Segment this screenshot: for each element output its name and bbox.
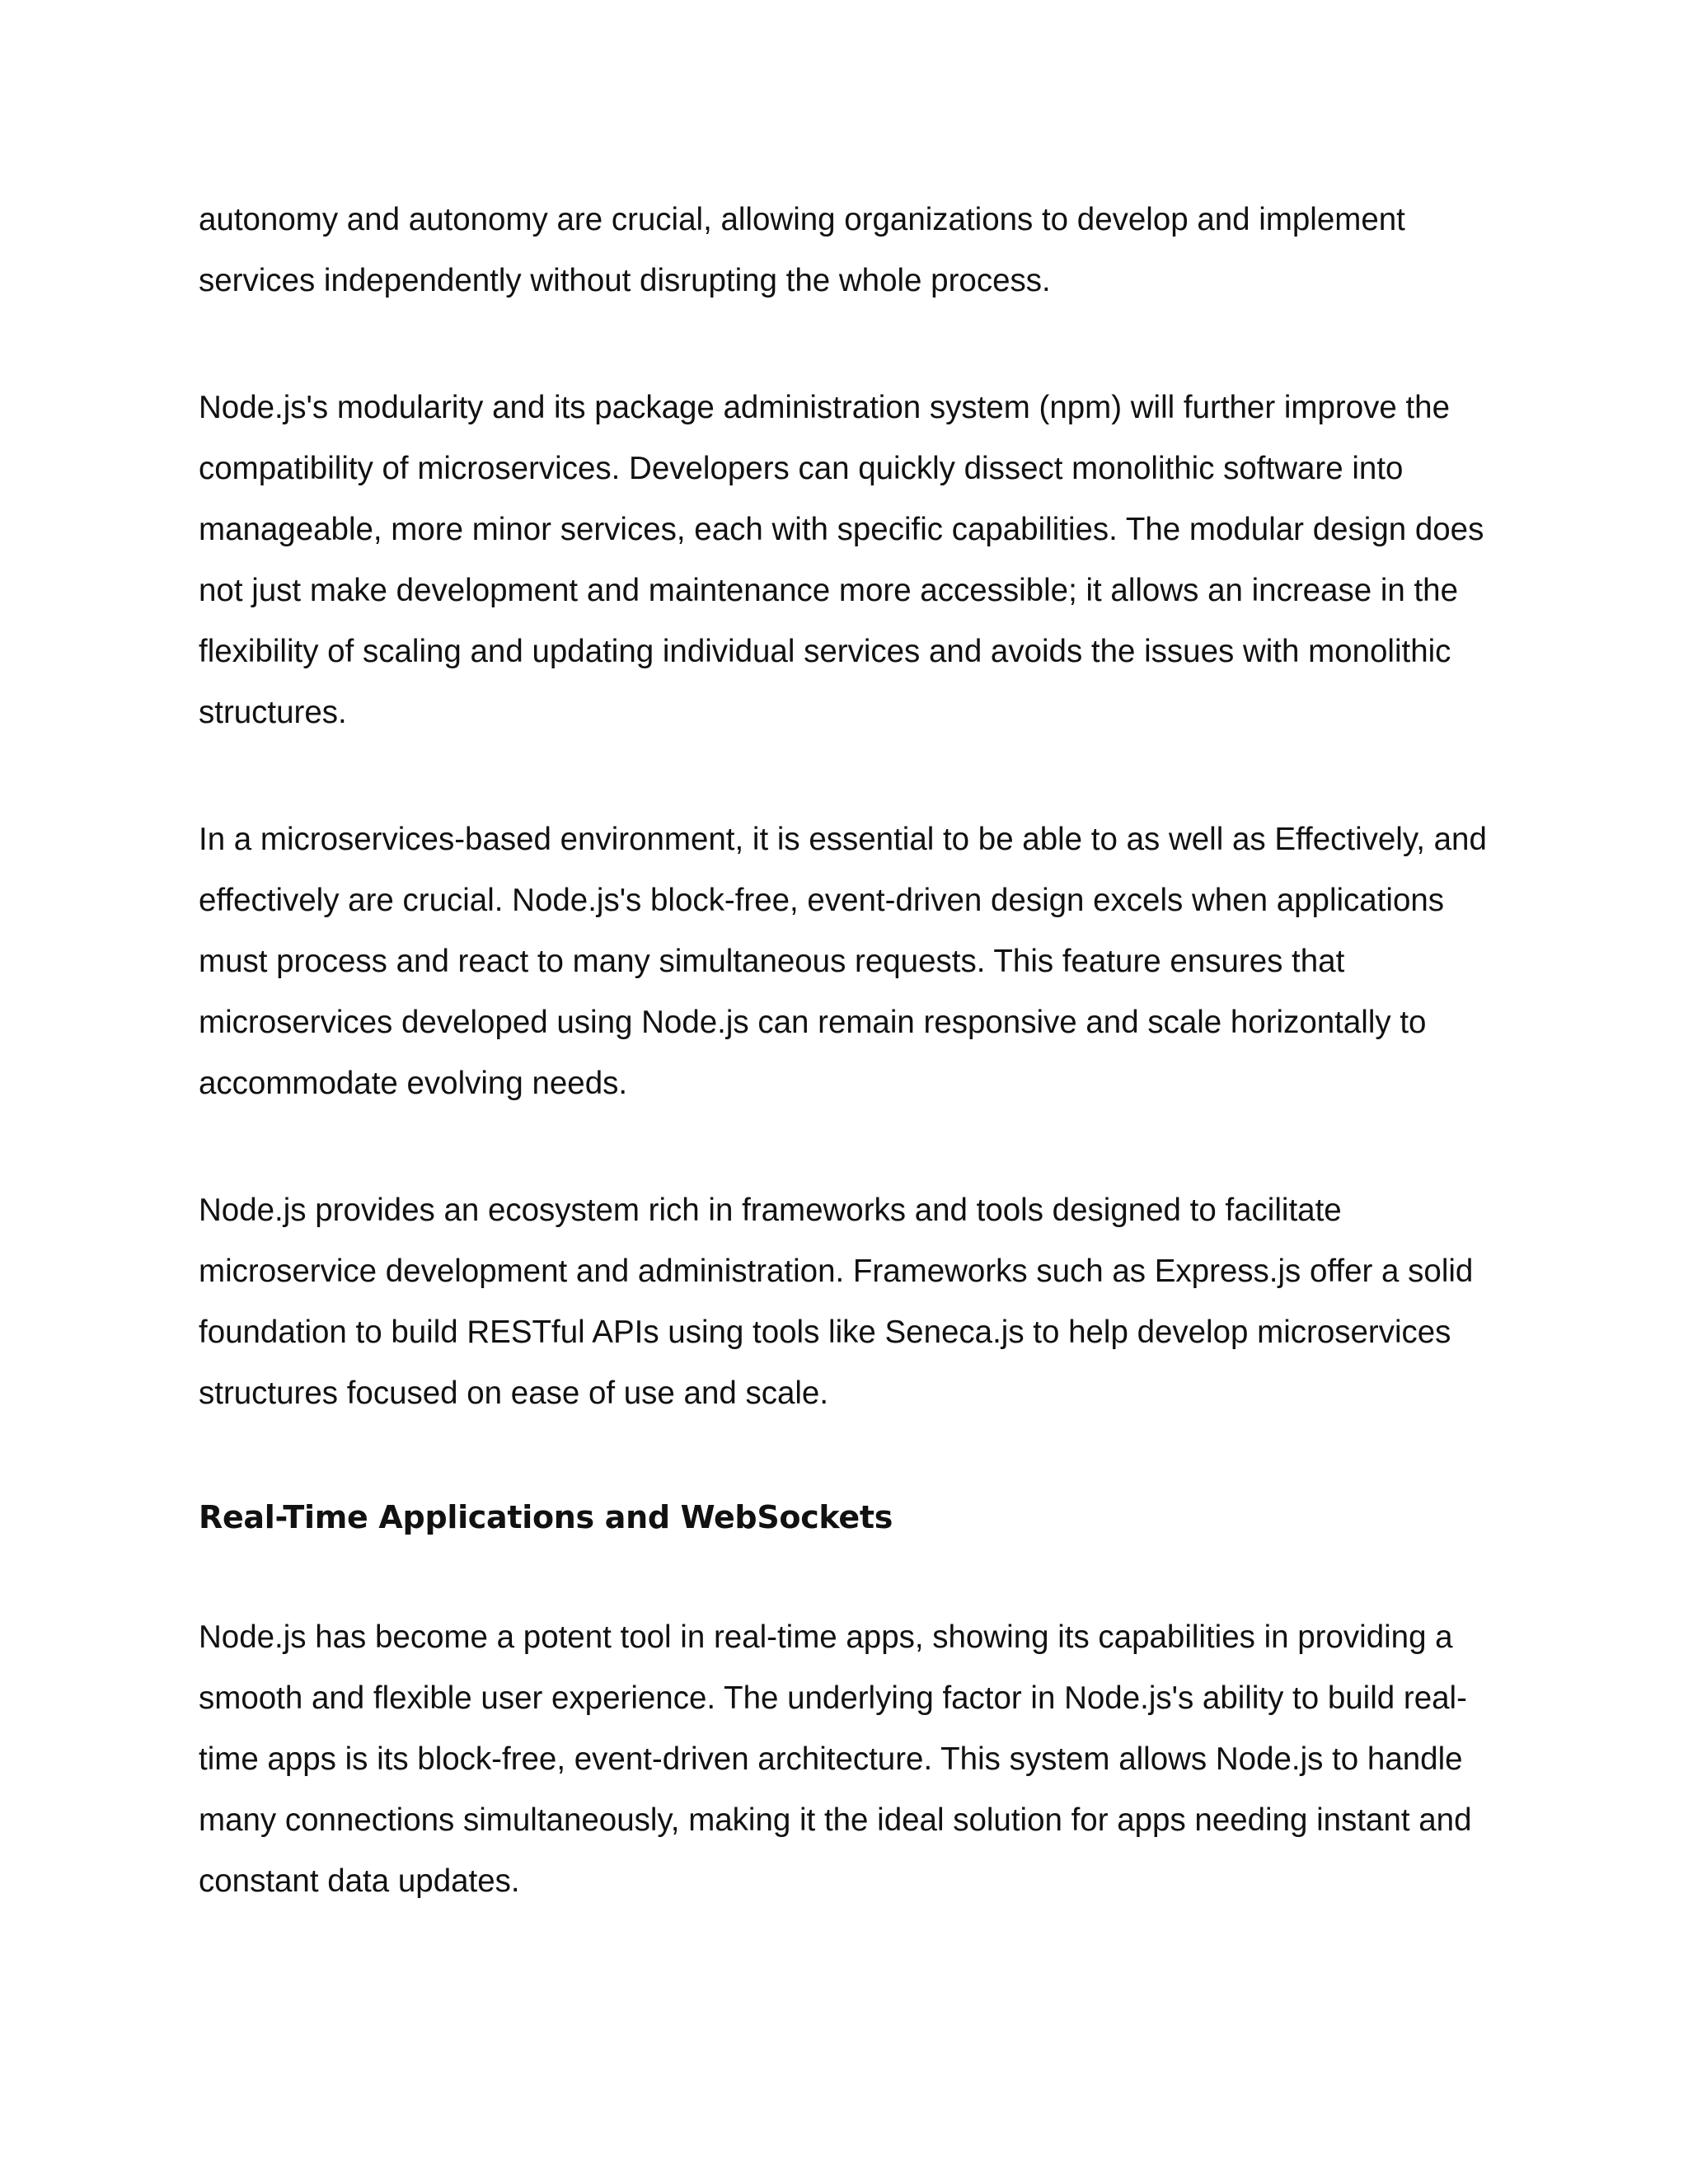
section-heading: Real-Time Applications and WebSockets xyxy=(199,1499,893,1535)
paragraph: In a microservices-based environment, it is essential to be able to as well as Effectively, and effectively are crucial. Node.js's block-free, event-driven design excels when applications must process and react to many simultaneous requests. This feature ensures that microservices developed using Node.js can remain responsive and scale horizontally to accommodate evolving needs. xyxy=(199,822,1487,1101)
paragraph: Node.js's modularity and its package administration system (npm) will further improve the compatibility of microservices. Developers can quickly dissect monolithic software into manageable, more minor services, each with specific capabilities. The modular design does not just make development and maintenance more accessible; it allows an increase in the flexibility of scaling and updating individual services and avoids the issues with monolithic structures. xyxy=(199,390,1484,730)
document-body xyxy=(199,190,1509,1978)
paragraph: Node.js has become a potent tool in real-time apps, showing its capabilities in providing a smooth and flexible user experience. The underlying factor in Node.js's ability to build real-time apps is its block-free, event-driven architecture. This system allows Node.js to handle many connections simultaneously, making it the ideal solution for apps needing instant and constant data updates. xyxy=(199,1619,1472,1899)
paragraph: autonomy and autonomy are crucial, allowing organizations to develop and implement services independently without disrupting the whole process. xyxy=(199,202,1405,298)
paragraph: Node.js provides an ecosystem rich in frameworks and tools designed to facilitate microservice development and administration. Frameworks such as Express.js offer a solid foundation to build RESTful APIs using tools like Seneca.js to help develop microservices structures focused on ease of use and scale. xyxy=(199,1193,1474,1411)
